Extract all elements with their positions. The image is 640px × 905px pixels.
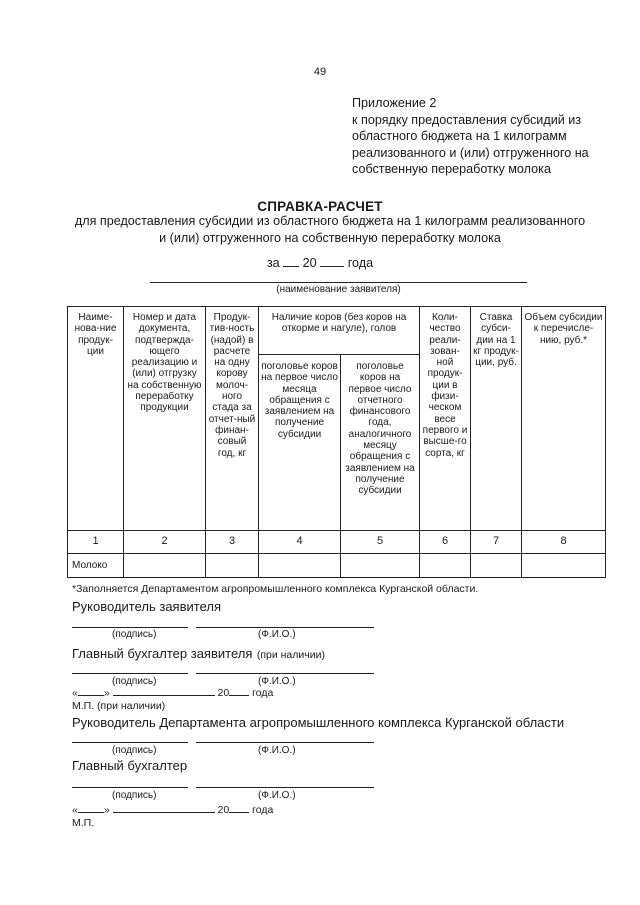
date-year-field[interactable] [229,812,249,813]
period-line [0,256,640,270]
date-month-field[interactable] [113,812,215,813]
applicant-caption: (наименование заявителя) [276,284,401,295]
appendix-line: областного бюджета на 1 килограмм [352,129,567,143]
date-month-field[interactable] [113,695,215,696]
header-productivity: Продук-тив-ность (надой) в расчете на одну корову молоч-ного стада за отчет-ный финан-совый год, кг [206,307,259,531]
head-applicant-label: Руководитель заявителя [72,599,221,614]
head-applicant-signature-field[interactable] [72,627,188,628]
header-subsidy-amount: Объем субсидии к перечисле-нию, руб.* [522,307,606,531]
table-cell[interactable] [420,554,471,578]
table-cell[interactable] [471,554,522,578]
date-suffix: года [252,804,274,816]
name-caption: (Ф.И.О.) [258,745,296,756]
period-prefix: за [266,256,280,270]
header-document: Номер и дата документа, подтвержда-ющего реализацию и (или) отгрузку на собственную переработку продукции [124,307,206,531]
signature-caption: (подпись) [112,790,157,801]
subtitle-line-1: для предоставления субсидии из областного бюджета на 1 килограмм реализованного [74,214,586,228]
column-number: 3 [206,531,259,554]
date-close-quote: » [103,687,110,699]
date-day-field[interactable] [78,812,104,813]
if-any-note: (при наличии) [256,649,325,661]
header-quantity: Коли-чество реали-зован-ной продук-ции в физи-ческом весе первого и высше-го сорта, кг [420,307,471,531]
appendix-line: Приложение 2 [352,96,437,110]
column-number: 2 [124,531,206,554]
name-caption: (Ф.И.О.) [258,676,296,687]
subtitle-line-2: и (или) отгруженного на собственную переработку молока [159,230,501,245]
table-cell[interactable] [259,554,341,578]
header-cows-current: поголовье коров на первое число месяца обращения с заявлением на получение субсидии [259,355,341,531]
table-cell[interactable] [206,554,259,578]
head-department-signature-field[interactable] [72,742,188,743]
chief-accountant-label: Главный бухгалтер [72,758,188,773]
date-open-quote: « [72,804,78,816]
seal: М.П. [72,817,95,829]
head-department-label: Руководитель Департамента агропромышленного комплекса Курганской области [72,715,565,730]
header-cows-group: Наличие коров (без коров на откорме и нагуле), голов [259,307,420,355]
column-numbers-row [68,531,606,554]
chief-accountant-applicant-label [72,645,325,663]
date-suffix: года [252,687,274,699]
period-blank[interactable] [283,266,299,267]
seal-if-any: М.П. (при наличии) [72,700,166,712]
table-cell[interactable] [341,554,420,578]
appendix-line: собственную переработку молока [352,162,551,176]
appendix-line: к порядку предоставления субсидий из [352,112,582,127]
signature-caption: (подпись) [112,629,157,640]
chief-accountant-applicant-name-field[interactable] [196,673,374,674]
chief-accountant-applicant-text: Главный бухгалтер заявителя [72,646,253,661]
table-row [68,554,606,578]
document-title: СПРАВКА-РАСЧЕТ [257,199,383,214]
period-year: 20 [302,256,317,270]
period-suffix: года [347,256,374,270]
column-number: 4 [259,531,341,554]
chief-accountant-name-field[interactable] [196,787,374,788]
table-cell[interactable] [124,554,206,578]
appendix-line: реализованного и (или) отгруженного на [352,145,589,160]
column-number: 6 [420,531,471,554]
date-year: 20 [217,687,230,699]
applicant-name-field[interactable] [150,282,527,283]
head-applicant-name-field[interactable] [196,627,374,628]
date-year-field[interactable] [229,695,249,696]
page-number: 49 [313,66,327,78]
chief-accountant-applicant-signature-field[interactable] [72,673,188,674]
chief-accountant-signature-field[interactable] [72,787,188,788]
column-number: 5 [341,531,420,554]
date-close-quote: » [103,804,110,816]
header-rate: Ставка субси-дии на 1 кг продук-ции, руб. [471,307,522,531]
date-line-1 [72,687,273,699]
date-day-field[interactable] [78,695,104,696]
date-line-2 [72,804,273,816]
period-year-blank[interactable] [320,266,344,267]
date-year: 20 [217,804,230,816]
header-product: Наиме-нова-ние продук-ции [68,307,124,531]
column-number: 1 [68,531,124,554]
document-subtitle [60,213,600,246]
column-number: 8 [522,531,606,554]
column-number: 7 [471,531,522,554]
header-cows-year-start: поголовье коров на первое число отчетного финансового года, аналогичного месяцу обращения с заявлением на получение субсидии [341,355,420,531]
table-cell[interactable] [522,554,606,578]
signature-caption: (подпись) [112,676,157,687]
product-cell: Молоко [68,554,124,578]
signature-caption: (подпись) [112,745,157,756]
name-caption: (Ф.И.О.) [258,790,296,801]
name-caption: (Ф.И.О.) [258,629,296,640]
date-open-quote: « [72,687,78,699]
head-department-name-field[interactable] [196,742,374,743]
calculation-table [67,306,606,578]
appendix-note [352,95,622,178]
footnote: *Заполняется Департаментом агропромышленного комплекса Курганской области. [72,583,479,595]
